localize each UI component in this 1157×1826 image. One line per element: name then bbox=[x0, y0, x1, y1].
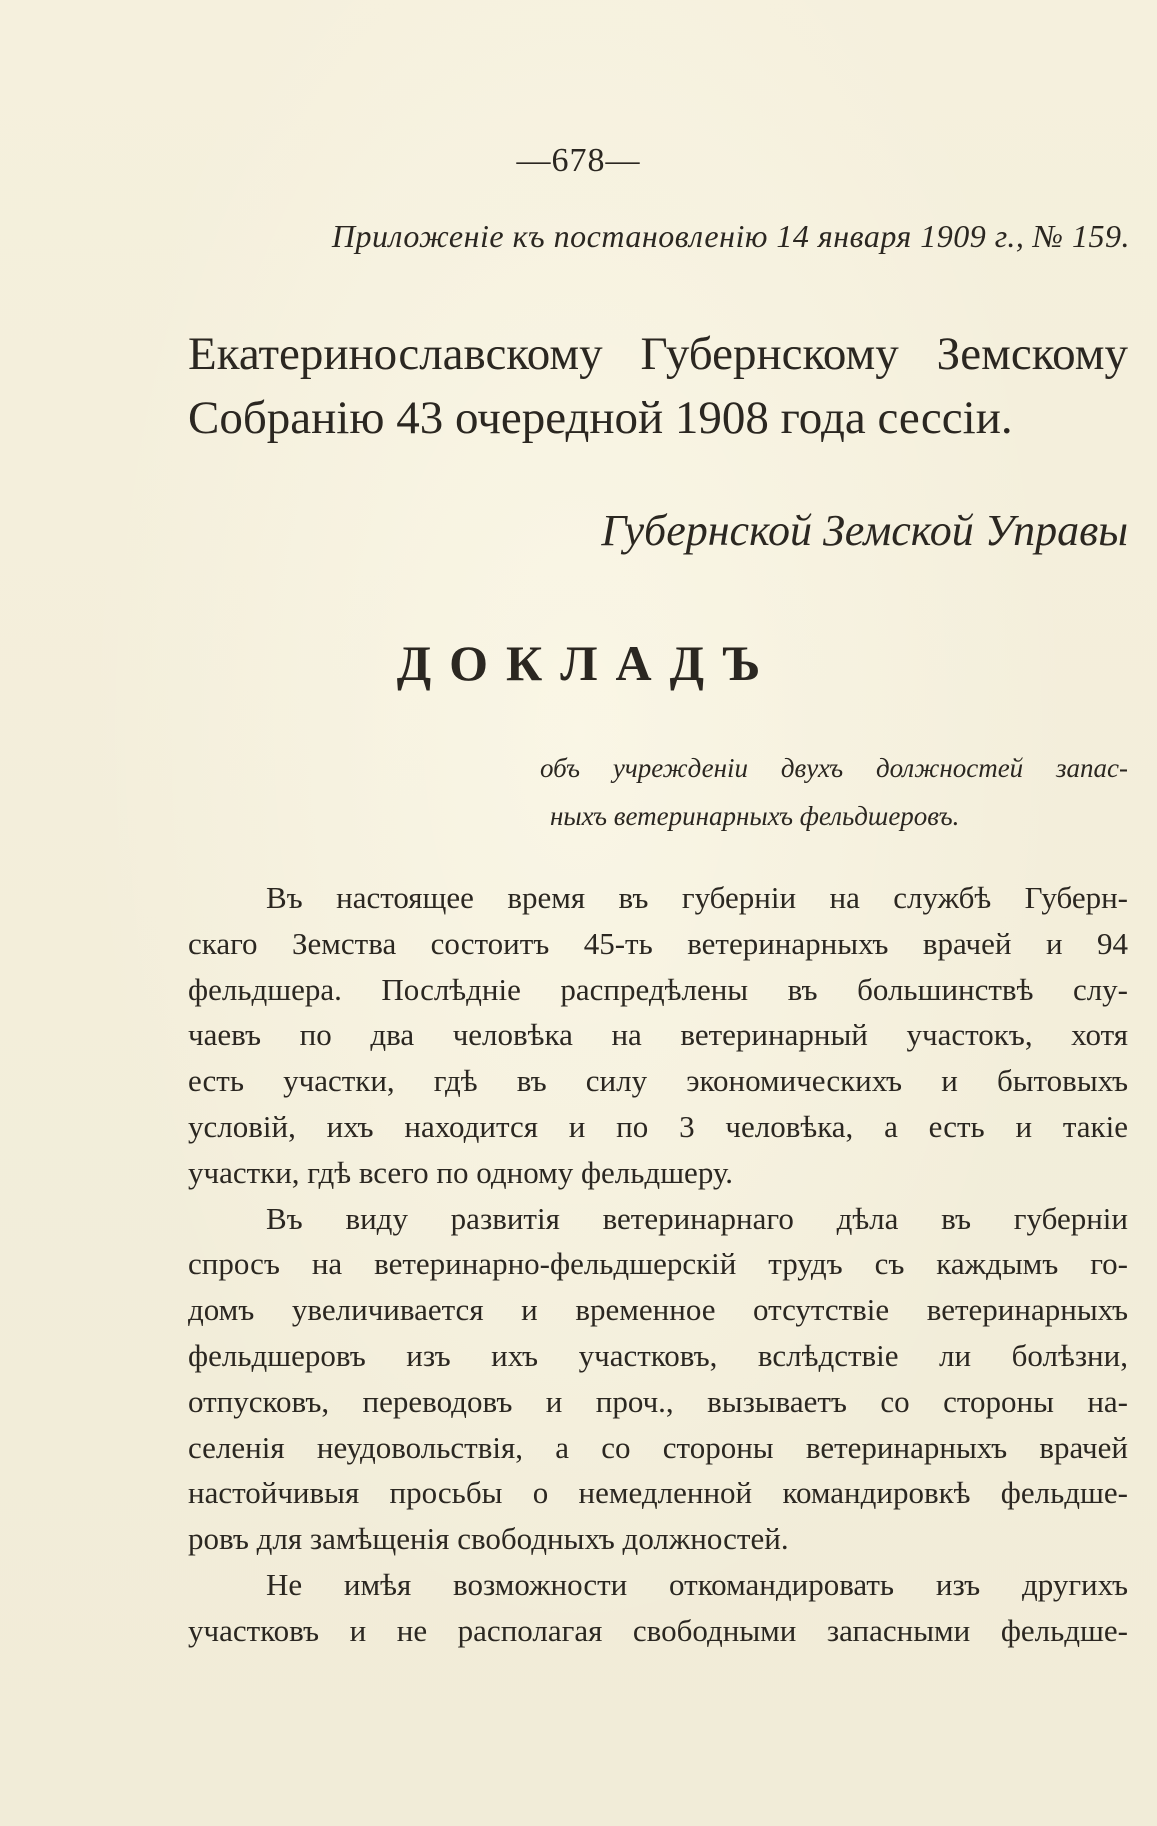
document-title bbox=[188, 322, 1128, 450]
text-line: Въ настоящее время въ губерніи на службѣ Губерн- bbox=[266, 880, 1128, 915]
text-line: спросъ на ветеринарно-фельдшерскій трудъ съ каждымъ го- bbox=[188, 1246, 1128, 1282]
subtitle-line-1: объ учрежденіи двухъ должностей запас- bbox=[540, 753, 1128, 783]
text-line: чаевъ по два человѣка на ветеринарный участокъ, хотя bbox=[188, 1017, 1128, 1053]
appendix-reference: Приложеніе къ постановленію 14 января 1909 г., № 159. bbox=[331, 218, 1130, 254]
text-line: Въ виду развитія ветеринарнаго дѣла въ губерніи bbox=[266, 1200, 1128, 1236]
text-line: Не имѣя возможности откомандировать изъ другихъ bbox=[266, 1566, 1128, 1602]
text-line: домъ увеличивается и временное отсутствіе ветеринарныхъ bbox=[188, 1292, 1128, 1328]
text-line: фельдшера. Послѣдніе распредѣлены въ большинствѣ слу- bbox=[188, 971, 1128, 1007]
report-heading: ДОКЛАДЪ bbox=[396, 635, 779, 691]
text-line: условій, ихъ находится и по 3 человѣка, а есть и такіе bbox=[188, 1108, 1128, 1144]
report-subtitle bbox=[540, 744, 1128, 840]
body-text bbox=[188, 875, 1128, 1654]
title-line-2: Собранію 43 очередной 1908 года сессіи. bbox=[188, 392, 1013, 444]
text-line: скаго Земства состоитъ 45-ть ветеринарныхъ врачей и 94 bbox=[188, 925, 1128, 961]
text-line: настойчивыя просьбы о немедленной командировкѣ фельдше- bbox=[188, 1475, 1128, 1511]
page-number: —678— bbox=[516, 142, 641, 179]
text-line: участковъ и не располагая свободными запасными фельдше- bbox=[188, 1612, 1128, 1648]
paragraph-3 bbox=[188, 1562, 1128, 1654]
text-line: ровъ для замѣщенія свободныхъ должностей. bbox=[188, 1521, 789, 1557]
text-line: участки, гдѣ всего по одному фельдшеру. bbox=[188, 1154, 734, 1190]
text-line: есть участки, гдѣ въ силу экономическихъ и бытовыхъ bbox=[188, 1063, 1128, 1099]
issuing-authority: Губернской Земской Управы bbox=[601, 506, 1128, 555]
paragraph-1 bbox=[188, 875, 1128, 1196]
subtitle-line-2: ныхъ ветеринарныхъ фельдшеровъ. bbox=[550, 801, 960, 831]
text-line: фельдшеровъ изъ ихъ участковъ, вслѣдствіе ли болѣзни, bbox=[188, 1337, 1128, 1373]
title-line-1: Екатеринославскому Губернскому Земскому bbox=[188, 328, 1128, 380]
paragraph-2 bbox=[188, 1196, 1128, 1562]
text-line: отпусковъ, переводовъ и проч., вызываетъ со стороны на- bbox=[188, 1383, 1128, 1419]
text-line: селенія неудовольствія, а со стороны ветеринарныхъ врачей bbox=[188, 1429, 1128, 1465]
